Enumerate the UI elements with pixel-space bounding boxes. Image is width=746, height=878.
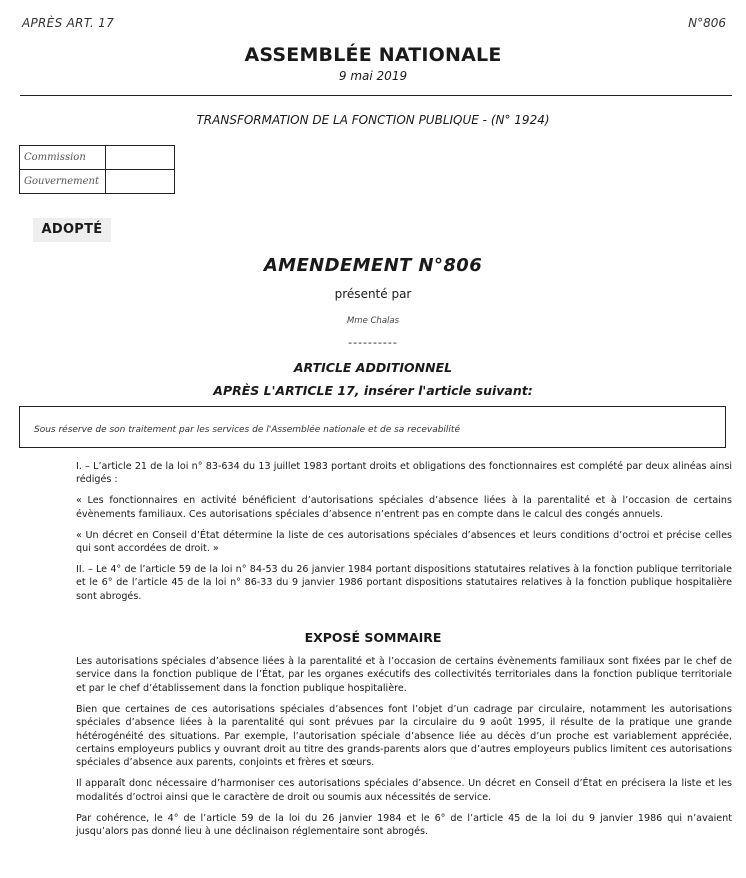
- header-divider: [20, 95, 732, 96]
- status-value: [106, 170, 175, 194]
- amendment-number-reference: N°806: [688, 16, 726, 30]
- expose-paragraph: Il apparaît donc nécessaire d’harmoniser ces autorisations spéciales d’absence. Un décret en Conseil d’État en précisera la liste et les modalités d’octroi ainsi que le caractère de droit ou soumis aux nécessités de service.: [76, 778, 732, 803]
- reservation-notice-text: Sous réserve de son traitement par les services de l'Assemblée nationale et de sa recevabilité: [34, 425, 460, 435]
- document-date: 9 mai 2019: [338, 69, 408, 83]
- insertion-instruction: APRÈS L'ARTICLE 17, insérer l'article suivant:: [213, 383, 533, 398]
- article-reference: APRÈS ART. 17: [22, 16, 115, 30]
- expose-body: [76, 655, 732, 846]
- article-type: ARTICLE ADDITIONNEL: [293, 360, 453, 375]
- status-row-commission: [20, 146, 175, 170]
- status-label: Commission: [20, 146, 106, 170]
- presented-by: présenté par: [334, 287, 412, 301]
- body-paragraph: II. – Le 4° de l’article 59 de la loi n° 84-53 du 26 janvier 1984 portant dispositions statutaires relatives à la fonction publique territoriale et le 6° de l’article 45 de la loi n° 86-33 du 9 janvier 1986 portant dispositions statutaires relatives à la fonction publique hospitalière sont abrogés.: [76, 563, 732, 602]
- status-label: Gouvernement: [20, 170, 106, 194]
- amendment-author: Mme Chalas: [346, 316, 400, 326]
- adopted-badge: ADOPTÉ: [33, 218, 111, 242]
- expose-title: EXPOSÉ SOMMAIRE: [304, 630, 442, 645]
- expose-paragraph: Bien que certaines de ces autorisations spéciales d’absences font l’objet d’un cadrage par circulaire, notamment les autorisations spéciales d’absence liées à la parentalité qui sont prévues par la circulaire du 9 août 1995, il résulte de la pratique une grande hétérogénéité des situations. Par exemple, l’autorisation spéciale d’absence liée au décès d’un proche est variablement appréciée, certains employeurs publics y ouvrant droit au titre des grands-parents alors que d’autres employeurs publics limitent ces autorisations spéciales d’absence aux parents, conjoints et frères et sœurs.: [76, 703, 732, 769]
- expose-paragraph: Les autorisations spéciales d’absence liées à la parentalité et à l’occasion de certains évènements familiaux sont fixées par le chef de service dans la fonction publique de l’État, par les organes exécutifs des collectivités territoriales dans la fonction publique territoriale et par le chef d’établissement dans la fonction publique hospitalière.: [76, 656, 732, 694]
- body-paragraph: « Les fonctionnaires en activité bénéficient d’autorisations spéciales d’absence liées à la parentalité et à l’occasion de certains évènements familiaux. Ces autorisations spéciales d’absence n’entrent pas en compte dans le calcul des congés annuels.: [76, 495, 732, 520]
- expose-paragraph: Par cohérence, le 4° de l’article 59 de la loi du 26 janvier 1984 et le 6° de l’article 45 de la loi du 9 janvier 1986 qui n’avaient jusqu’alors pas donné lieu à une déclinaison réglementaire sont abrogés.: [76, 812, 732, 837]
- reservation-notice-box: [19, 406, 726, 448]
- status-row-government: [20, 170, 175, 194]
- assembly-title: ASSEMBLÉE NATIONALE: [244, 44, 502, 66]
- body-paragraph: I. – L’article 21 de la loi n° 83-634 du 13 juillet 1983 portant droits et obligations des fonctionnaires est complété par deux alinéas ainsi rédigés :: [76, 461, 732, 486]
- status-value: [106, 146, 175, 170]
- amendment-body: [76, 460, 732, 611]
- status-table: [19, 145, 175, 194]
- separator: ----------: [348, 336, 398, 349]
- body-paragraph: « Un décret en Conseil d’État détermine la liste de ces autorisations spéciales d’absences et leurs conditions d’octroi et précise celles qui sont accordées de droit. »: [76, 529, 732, 555]
- bill-subject: TRANSFORMATION DE LA FONCTION PUBLIQUE - (N° 1924): [196, 113, 550, 127]
- amendment-title: AMENDEMENT N°806: [263, 255, 483, 276]
